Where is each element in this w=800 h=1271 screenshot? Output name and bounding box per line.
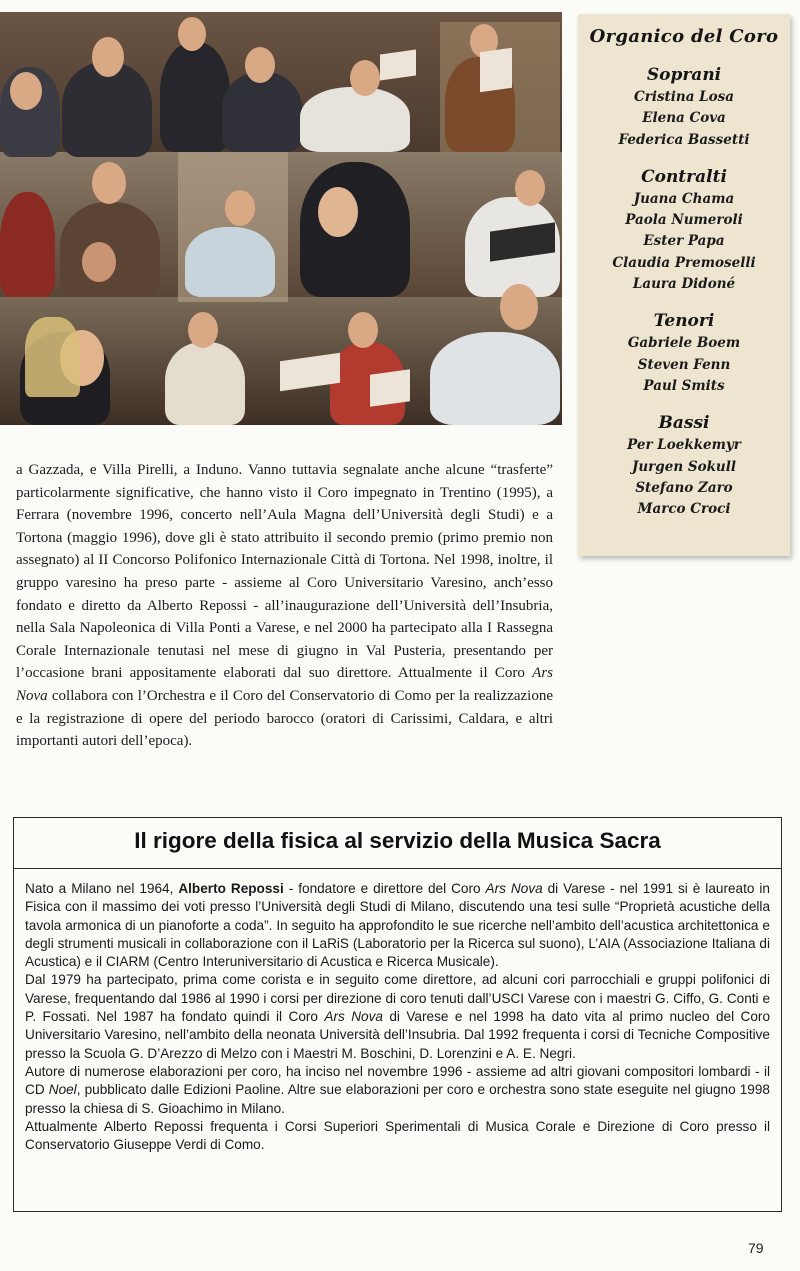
- text-span: di Varese e nel 1998 ha dato vita al primo nucleo del Coro Universitario Varesino, nell’ambito della neonata Università dell’Insubria. Dal 1992 frequenta i corsi di Tecniche Compositive presso la Scuola G. D’Arezzo di Melzo con i Maestri M. Boschini, D. Lorenzini e A. E. Negri.: [25, 1009, 770, 1061]
- member-name: Gabriele Boem: [627, 335, 741, 352]
- member-name: Juana Chama: [633, 190, 735, 207]
- person-name-bold: Alberto Repossi: [178, 881, 284, 896]
- biography-box: [13, 817, 782, 1212]
- member-name: Paul Smits: [643, 377, 725, 394]
- roster-title: Organico del Coro: [589, 26, 779, 47]
- section-title: Soprani: [646, 65, 722, 85]
- member-name: Marco Croci: [637, 501, 731, 518]
- member-name: Ester Papa: [643, 233, 725, 250]
- page-number: 79: [748, 1240, 764, 1256]
- member-name: Federica Bassetti: [618, 131, 750, 148]
- member-name: Claudia Premoselli: [612, 254, 756, 271]
- section-title: Contralti: [641, 166, 727, 187]
- member-name: Stefano Zaro: [635, 479, 733, 496]
- text-span: Nato a Milano nel 1964,: [25, 881, 179, 896]
- title-divider: [14, 868, 781, 869]
- member-name: Steven Fenn: [637, 356, 731, 373]
- roster-section-bassi: [578, 413, 790, 520]
- box-title: Il rigore della fisica al servizio della Musica Sacra: [134, 828, 661, 853]
- body-paragraph: [16, 459, 553, 753]
- text-span: Dal 1979 ha partecipato, prima come corista e in seguito come direttore, ad alcuni cori parrocchiali e gruppi polifonici di Varese, frequentando dal 1986 al 1990 i corsi per direzione di coro tenuti dall’USCI Varese con i maestri G. Ciffo, G. Conti e P. Fossati. Nel 1987 ha fondato quindi il Coro: [25, 972, 770, 1025]
- text-span: di Varese - nel 1991 si è laureato in Fisica con il massimo dei voti presso l’Università degli Studi di Milano, discutendo una tesi sulle “Proprietà acustiche della tavola armonica di un pianoforte a coda”. In seguito ha approfondito le sue ricerche nell’ambito dell’acustica architettonica e degli strumenti musicali in collaborazione con il LaRiS (Laboratorio per la Ricerca sul suono), L’AIA (Associazione Italiana di Acustica) e il CIARM (Centro Interuniversitario di Acustica e Ricerca Musicale).: [25, 881, 770, 970]
- text-span: - fondatore e direttore del Coro: [283, 881, 486, 896]
- choir-name-italic: Ars Nova: [485, 881, 543, 896]
- choir-name-italic: Ars Nova: [324, 1009, 383, 1025]
- bio-paragraph: [25, 880, 770, 971]
- text-span: , pubblicato dalle Edizioni Paoline. Altre sue elaborazioni per coro e orchestra sono state eseguite nel giugno 1998 presso la chiesa di S. Gioachimo in Milano.: [25, 1082, 770, 1116]
- text-span: Autore di numerose elaborazioni per coro, ha inciso nel novembre 1996 - assieme ad altri giovani compositori lombardi - il CD: [25, 1063, 770, 1098]
- cd-title-italic: Noel: [48, 1082, 77, 1098]
- choir-name-italic: Ars Nova: [16, 665, 553, 704]
- bio-paragraph: Attualmente Alberto Repossi frequenta i Corsi Superiori Sperimentali di Musica Corale e Direzione di Coro presso il Conservatorio Giuseppe Verdi di Como.: [25, 1118, 770, 1153]
- member-name: Laura Didoné: [632, 276, 736, 293]
- biography-content: [25, 880, 770, 1154]
- roster-section-contralti: [578, 167, 790, 295]
- member-name: Per Loekkemyr: [627, 437, 741, 454]
- roster-section-soprani: [578, 65, 790, 151]
- text-span: a Gazzada, e Villa Pirelli, a Induno. Vanno tuttavia segnalate anche alcune “trasferte” particolarmente significative, che hanno visto il Coro impegnato in Trentino (1995), a Ferrara (novembre 1996, concerto nell’Aula Magna dell’Università degli Studi) e a Tortona (maggio 1996), dove gli è stato attribuito il secondo premio (primo premio non assegnato) al II Concorso Polifonico Internazionale Città di Tortona. Nel 1998, inoltre, il gruppo varesino ha preso parte - assieme al Coro Universitario Varesino, anch’esso fondato e diretto da Alberto Repossi - all’inaugurazione dell’Università dell’Insubria, nella Sala Napoleonica di Villa Ponti a Varese, e nel 2000 ha partecipato alla I Rassegna Corale Internazionale tenutasi nel mese di giugno in Val Pusteria, presentando per l’occasione brani appositamente elaborati dal suo direttore. Attualmente il Coro: [16, 462, 553, 682]
- member-name: Elena Cova: [642, 110, 726, 127]
- member-name: Jurgen Sokull: [631, 458, 737, 475]
- section-title: Bassi: [658, 413, 710, 434]
- section-title: Tenori: [653, 311, 715, 332]
- bio-paragraph: [25, 971, 770, 1062]
- article-body-text: [16, 459, 553, 753]
- text-span: collabora con l’Orchestra e il Coro del Conservatorio di Como per la realizzazione e la registrazione di opere del periodo barocco (oratori di Carissimi, Caldara, e altri importanti autori dell’epoca).: [16, 687, 553, 750]
- roster-section-tenori: [578, 311, 790, 397]
- member-name: Cristina Losa: [633, 89, 735, 105]
- choir-roster-panel: [578, 14, 790, 556]
- member-name: Paola Numeroli: [625, 212, 743, 229]
- bio-paragraph: [25, 1063, 770, 1118]
- choir-photo-collage: [0, 12, 562, 425]
